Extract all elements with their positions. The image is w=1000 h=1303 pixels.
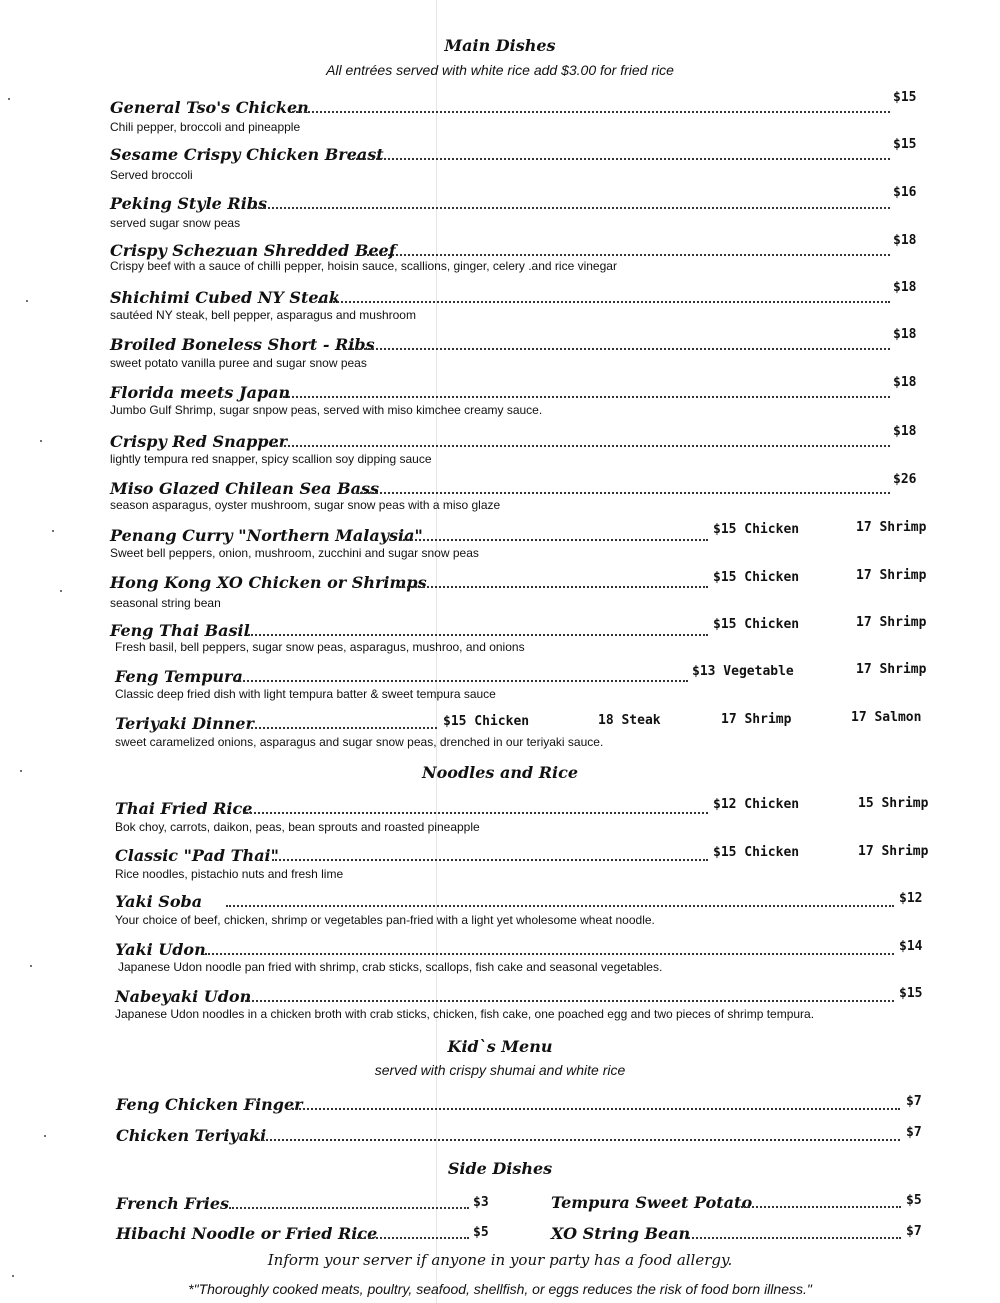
menu-item-desc: Served broccoli: [110, 168, 193, 182]
menu-item-name: Shichimi Cubed NY Steak: [110, 288, 340, 307]
menu-item-name: Crispy Schezuan Shredded Beef: [110, 241, 396, 260]
menu-item-desc: Bok choy, carrots, daikon, peas, bean sprouts and roasted pineapple: [115, 820, 480, 834]
menu-item-price: $16: [893, 185, 917, 200]
menu-item-price-vegetable: $13 Vegetable: [692, 664, 794, 679]
menu-item-price: $12: [899, 891, 923, 906]
menu-item-desc: lightly tempura red snapper, spicy scallion soy dipping sauce: [110, 452, 432, 466]
dot-leader: [318, 301, 890, 303]
menu-item-name: General Tso's Chicken: [110, 98, 309, 117]
dot-leader: [283, 396, 890, 398]
menu-item-price-shrimp: 17 Shrimp: [858, 844, 929, 859]
menu-item-desc: sweet potato vanilla puree and sugar snow peas: [110, 356, 367, 370]
allergy-notice: Inform your server if anyone in your party has a food allergy.: [267, 1251, 733, 1269]
menu-item-price-shrimp: 17 Shrimp: [856, 520, 927, 535]
dot-leader: [255, 1139, 900, 1141]
side-item-price: $5: [473, 1225, 489, 1240]
menu-item-price: $18: [893, 424, 917, 439]
menu-item-desc: Chili pepper, broccoli and pineapple: [110, 120, 301, 134]
menu-item-price-shrimp: 15 Shrimp: [858, 796, 929, 811]
menu-item-price-chicken: $15 Chicken: [713, 845, 800, 860]
menu-item-name: Miso Glazed Chilean Sea Bass: [110, 479, 380, 498]
menu-item-desc: sautéed NY steak, bell pepper, asparagus and mushroom: [110, 308, 416, 322]
menu-item-desc: season asparagus, oyster mushroom, sugar snow peas with a miso glaze: [110, 498, 501, 512]
section-title-sides: Side Dishes: [447, 1159, 553, 1178]
menu-item-desc: Sweet bell peppers, onion, mushroom, zucchini and sugar snow peas: [110, 546, 479, 560]
dot-leader: [367, 254, 890, 256]
side-item-name: XO String Bean: [551, 1224, 691, 1243]
dot-leader: [292, 111, 890, 113]
menu-item-price: $18: [893, 233, 917, 248]
menu-item-desc: Crispy beef with a sauce of chilli pepper, hoisin sauce, scallions, ginger, celery .and rice vinegar: [110, 259, 617, 273]
menu-item-price-steak: 18 Steak: [598, 713, 661, 728]
scan-speck: [30, 965, 32, 967]
menu-item-name: Yaki Soba: [115, 892, 203, 911]
menu-item-price-shrimp: 17 Shrimp: [856, 568, 927, 583]
menu-item-name: Broiled Boneless Short - Ribs: [110, 335, 375, 354]
menu-item-price: $18: [893, 327, 917, 342]
menu-item-name: Sesame Crispy Chicken Breast: [110, 145, 384, 164]
menu-item-desc: Japanese Udon noodle pan fried with shrimp, crab sticks, scallops, fish cake and seasonal vegetables.: [118, 960, 663, 974]
menu-item-price-shrimp: 17 Shrimp: [856, 615, 927, 630]
scan-speck: [8, 98, 10, 100]
menu-item-price-salmon: 17 Salmon: [851, 710, 922, 725]
dot-leader: [685, 1237, 901, 1239]
side-item-price: $7: [906, 1224, 922, 1239]
menu-item-name: Nabeyaki Udon: [115, 987, 252, 1006]
scan-speck: [26, 300, 28, 302]
menu-item-price-chicken: $15 Chicken: [713, 570, 800, 585]
dot-leader: [400, 539, 708, 541]
scan-speck: [52, 530, 54, 532]
dot-leader: [243, 812, 708, 814]
menu-item-name: Hong Kong XO Chicken or Shrimps: [110, 573, 427, 592]
dot-leader: [226, 905, 894, 907]
menu-item-desc: Your choice of beef, chicken, shrimp or vegetables pan-fried with a light yet wholesome wheat noodle.: [115, 913, 655, 927]
dot-leader: [273, 445, 890, 447]
dot-leader: [236, 680, 688, 682]
menu-item-price: $26: [893, 472, 917, 487]
scan-speck: [60, 590, 62, 592]
dot-leader: [205, 953, 894, 955]
side-item-name: French Fries: [116, 1194, 230, 1213]
dot-leader: [343, 348, 890, 350]
menu-item-price-chicken: $15 Chicken: [713, 522, 800, 537]
dot-leader: [357, 1237, 469, 1239]
menu-item-price: $15: [893, 90, 917, 105]
dot-leader: [292, 1108, 900, 1110]
menu-item-desc: Jumbo Gulf Shrimp, sugar snpow peas, served with miso kimchee creamy sauce.: [110, 403, 543, 417]
dot-leader: [272, 859, 708, 861]
menu-item-name: Feng Thai Basil: [110, 621, 250, 640]
menu-item-desc: sweet caramelized onions, asparagus and sugar snow peas, drenched in our teriyaki sauce.: [115, 735, 604, 749]
scan-speck: [40, 440, 42, 442]
side-item-price: $5: [906, 1193, 922, 1208]
menu-item-price: $7: [906, 1125, 922, 1140]
menu-item-price: $15: [899, 986, 923, 1001]
menu-item-price: $15: [893, 137, 917, 152]
menu-item-name: Feng Chicken Finger: [116, 1095, 303, 1114]
dot-leader: [248, 634, 708, 636]
menu-item-name: Classic "Pad Thai": [115, 846, 279, 865]
section-subtitle-kids: served with crispy shumai and white rice: [374, 1062, 626, 1078]
dot-leader: [352, 158, 890, 160]
dot-leader: [741, 1206, 901, 1208]
menu-item-name: Thai Fried Rice: [115, 799, 253, 818]
dot-leader: [245, 1000, 894, 1002]
scan-speck: [44, 1135, 46, 1137]
menu-item-desc: Rice noodles, pistachio nuts and fresh lime: [115, 867, 344, 881]
menu-item-price: $18: [893, 375, 917, 390]
side-item-name: Hibachi Noodle or Fried Rice: [116, 1224, 378, 1243]
section-title-main: Main Dishes: [444, 36, 556, 55]
menu-item-price: $7: [906, 1094, 922, 1109]
menu-item-name: Crispy Red Snapper: [110, 432, 288, 451]
menu-item-price-chicken: $15 Chicken: [713, 617, 800, 632]
section-title-kids: Kid`s Menu: [447, 1037, 553, 1056]
menu-item-price: $14: [899, 939, 923, 954]
menu-item-desc: Fresh basil, bell peppers, sugar snow peas, asparagus, mushroo, and onions: [115, 640, 525, 654]
menu-item-desc: Japanese Udon noodles in a chicken broth with crab sticks, chicken, fish cake, one poached egg and two pieces of shrimp tempura.: [115, 1007, 815, 1021]
menu-item-desc: served sugar snow peas: [110, 216, 241, 230]
side-item-name: Tempura Sweet Potato: [551, 1193, 753, 1212]
dot-leader: [247, 727, 437, 729]
section-subtitle-main: All entrées served with white rice add $3.00 for fried rice: [326, 62, 674, 78]
menu-item-name: Yaki Udon: [115, 940, 206, 959]
menu-item-name: Feng Tempura: [115, 667, 243, 686]
menu-item-price: $18: [893, 280, 917, 295]
menu-item-desc: seasonal string bean: [110, 596, 221, 610]
dot-leader: [229, 1207, 469, 1209]
side-item-price: $3: [473, 1195, 489, 1210]
menu-item-name: Chicken Teriyaki: [116, 1126, 267, 1145]
menu-item-name: Teriyaki Dinner: [115, 714, 254, 733]
scan-speck: [12, 1275, 14, 1277]
menu-item-desc: Classic deep fried dish with light tempura batter & sweet tempura sauce: [115, 687, 496, 701]
dot-leader: [255, 207, 890, 209]
section-title-noodles: Noodles and Rice: [421, 763, 579, 782]
dot-leader: [356, 492, 890, 494]
dot-leader: [396, 586, 708, 588]
menu-item-name: Peking Style Ribs: [110, 194, 267, 213]
menu-item-price-chicken: $15 Chicken: [443, 714, 530, 729]
menu-item-price-shrimp: 17 Shrimp: [721, 712, 792, 727]
menu-item-name: Penang Curry "Northern Malaysia": [110, 526, 423, 545]
menu-item-name: Florida meets Japan: [110, 383, 291, 402]
menu-item-price-chicken: $12 Chicken: [713, 797, 800, 812]
food-safety-warning: *"Thoroughly cooked meats, poultry, seafood, shellfish, or eggs reduces the risk of food born illness.": [188, 1281, 812, 1297]
menu-item-price-shrimp: 17 Shrimp: [856, 662, 927, 677]
